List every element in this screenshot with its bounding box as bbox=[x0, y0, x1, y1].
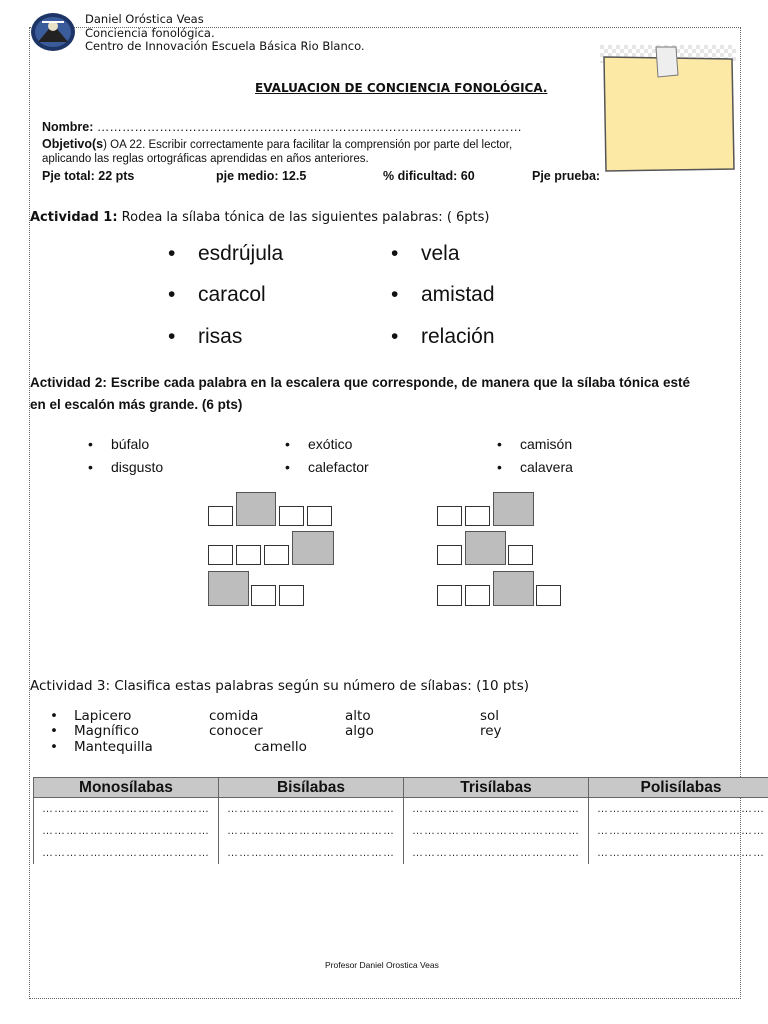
table-header-row bbox=[34, 778, 768, 798]
bullet-icon: • bbox=[168, 283, 176, 306]
act2-word: • camisón bbox=[497, 436, 573, 452]
act3-word: Mantequilla bbox=[74, 739, 153, 755]
answer-line[interactable]: …………………………………… bbox=[589, 820, 768, 842]
act2-word: • disgusto bbox=[88, 459, 164, 475]
bullet-icon: • bbox=[285, 459, 290, 475]
objetivo-text-2: aplicando las reglas ortográficas aprendidas en años anteriores. bbox=[42, 153, 369, 165]
bullet-icon: • bbox=[88, 436, 93, 452]
act2-word: • calavera bbox=[497, 459, 573, 475]
act3-word: sol bbox=[480, 708, 500, 724]
act3-word: alto bbox=[345, 708, 371, 724]
act2-word: • exótico bbox=[285, 436, 353, 452]
nombre-dots: ………………………………………………………………………………………… bbox=[96, 120, 522, 134]
bullet-icon: • bbox=[391, 283, 399, 306]
act1-word: • risas bbox=[168, 325, 243, 348]
bullet-icon: • bbox=[391, 325, 399, 348]
bullet-icon: • bbox=[50, 739, 58, 755]
answer-line[interactable]: …………………………………… bbox=[34, 798, 219, 821]
nombre-label: Nombre: bbox=[42, 120, 94, 134]
dificultad: % dificultad: 60 bbox=[383, 169, 475, 183]
syllable-box[interactable] bbox=[208, 545, 233, 565]
table-row bbox=[34, 798, 768, 821]
answer-line[interactable]: …………………………………… bbox=[404, 842, 589, 864]
answer-line[interactable]: …………………………………… bbox=[404, 820, 589, 842]
syllable-box[interactable] bbox=[279, 585, 304, 606]
syllable-box[interactable] bbox=[508, 545, 533, 565]
nombre-line bbox=[42, 120, 522, 134]
act1-word: • caracol bbox=[168, 283, 266, 306]
answer-line[interactable]: …………………………………… bbox=[589, 842, 768, 864]
act3-word: camello bbox=[254, 739, 307, 755]
syllable-box[interactable] bbox=[251, 585, 276, 606]
pje-medio: pje medio: 12.5 bbox=[216, 169, 307, 183]
tonic-syllable-box[interactable] bbox=[236, 492, 276, 526]
answer-line[interactable]: …………………………………… bbox=[589, 798, 768, 821]
act3-word: rey bbox=[480, 723, 502, 739]
bullet-icon: • bbox=[285, 436, 290, 452]
act3-word: comida bbox=[209, 708, 259, 724]
act1-word: • esdrújula bbox=[168, 242, 284, 265]
act3-instruction: Actividad 3: Clasifica estas palabras según su número de sílabas: (10 pts) bbox=[30, 678, 530, 694]
act3-word: algo bbox=[345, 723, 374, 739]
objetivo-line bbox=[42, 137, 512, 151]
header-school: Centro de Innovación Escuela Básica Rio Blanco. bbox=[85, 39, 365, 53]
pje-total: Pje total: 22 pts bbox=[42, 169, 135, 183]
syllable-box[interactable] bbox=[208, 506, 233, 526]
table-header: Polisílabas bbox=[589, 778, 768, 798]
syllable-box[interactable] bbox=[437, 585, 462, 606]
act1-word: • relación bbox=[391, 325, 495, 348]
bullet-icon: • bbox=[50, 708, 58, 724]
bullet-icon: • bbox=[168, 242, 176, 265]
table-row bbox=[34, 842, 768, 864]
answer-line[interactable]: …………………………………… bbox=[219, 820, 404, 842]
act1-label: Actividad 1: bbox=[30, 210, 118, 225]
school-logo bbox=[30, 12, 76, 52]
bullet-icon: • bbox=[168, 325, 176, 348]
syllable-box[interactable] bbox=[465, 585, 490, 606]
syllable-box[interactable] bbox=[279, 506, 304, 526]
header-author: Daniel Oróstica Veas bbox=[85, 12, 204, 26]
act2-instruction: Actividad 2: Escribe cada palabra en la escalera que corresponde, de manera que la sílaba tónica esté en el escalón más grande. (6 pts) bbox=[30, 375, 690, 412]
answer-line[interactable]: …………………………………… bbox=[404, 798, 589, 821]
table-header: Monosílabas bbox=[34, 778, 219, 798]
answer-line[interactable]: …………………………………… bbox=[219, 798, 404, 821]
bullet-icon: • bbox=[391, 242, 399, 265]
act1-instruction bbox=[30, 210, 490, 225]
footer-text: Profesor Daniel Orostica Veas bbox=[325, 960, 439, 970]
act2-word: • búfalo bbox=[88, 436, 150, 452]
syllable-box[interactable] bbox=[536, 585, 561, 606]
tonic-syllable-box[interactable] bbox=[493, 492, 534, 526]
table-row bbox=[34, 820, 768, 842]
act1-word: • amistad bbox=[391, 283, 495, 306]
header-subject: Conciencia fonológica. bbox=[85, 26, 215, 40]
act1-text: Rodea la sílaba tónica de las siguientes palabras: ( 6pts) bbox=[117, 210, 490, 225]
act3-word: Magnífico bbox=[74, 723, 139, 739]
tonic-syllable-box[interactable] bbox=[493, 571, 534, 606]
bullet-icon: • bbox=[497, 459, 502, 475]
syllable-box[interactable] bbox=[264, 545, 289, 565]
tonic-syllable-box[interactable] bbox=[292, 531, 334, 565]
act1-word: • vela bbox=[391, 242, 460, 265]
syllable-box[interactable] bbox=[236, 545, 261, 565]
bullet-icon: • bbox=[88, 459, 93, 475]
pje-prueba: Pje prueba: bbox=[532, 169, 601, 183]
syllable-box[interactable] bbox=[307, 506, 332, 526]
act2-word: • calefactor bbox=[285, 459, 369, 475]
page-title: EVALUACION DE CONCIENCIA FONOLÓGICA. bbox=[255, 81, 548, 95]
syllable-box[interactable] bbox=[437, 506, 462, 526]
objetivo-text: ) OA 22. Escribir correctamente para facilitar la comprensión por parte del lector, bbox=[103, 139, 513, 151]
syllable-box[interactable] bbox=[465, 506, 490, 526]
tonic-syllable-box[interactable] bbox=[208, 571, 249, 606]
bullet-icon: • bbox=[497, 436, 502, 452]
act3-word: Lapicero bbox=[74, 708, 132, 724]
table-header: Bisílabas bbox=[219, 778, 404, 798]
act3-word: conocer bbox=[209, 723, 263, 739]
answer-line[interactable]: …………………………………… bbox=[34, 820, 219, 842]
tonic-syllable-box[interactable] bbox=[465, 531, 506, 565]
syllable-box[interactable] bbox=[437, 545, 462, 565]
answer-line[interactable]: …………………………………… bbox=[34, 842, 219, 864]
objetivo-label: Objetivo(s bbox=[42, 137, 104, 151]
table-header: Trisílabas bbox=[404, 778, 589, 798]
answer-line[interactable]: …………………………………… bbox=[219, 842, 404, 864]
classification-table bbox=[33, 777, 768, 864]
sticky-note-image bbox=[600, 45, 736, 173]
bullet-icon: • bbox=[50, 723, 58, 739]
